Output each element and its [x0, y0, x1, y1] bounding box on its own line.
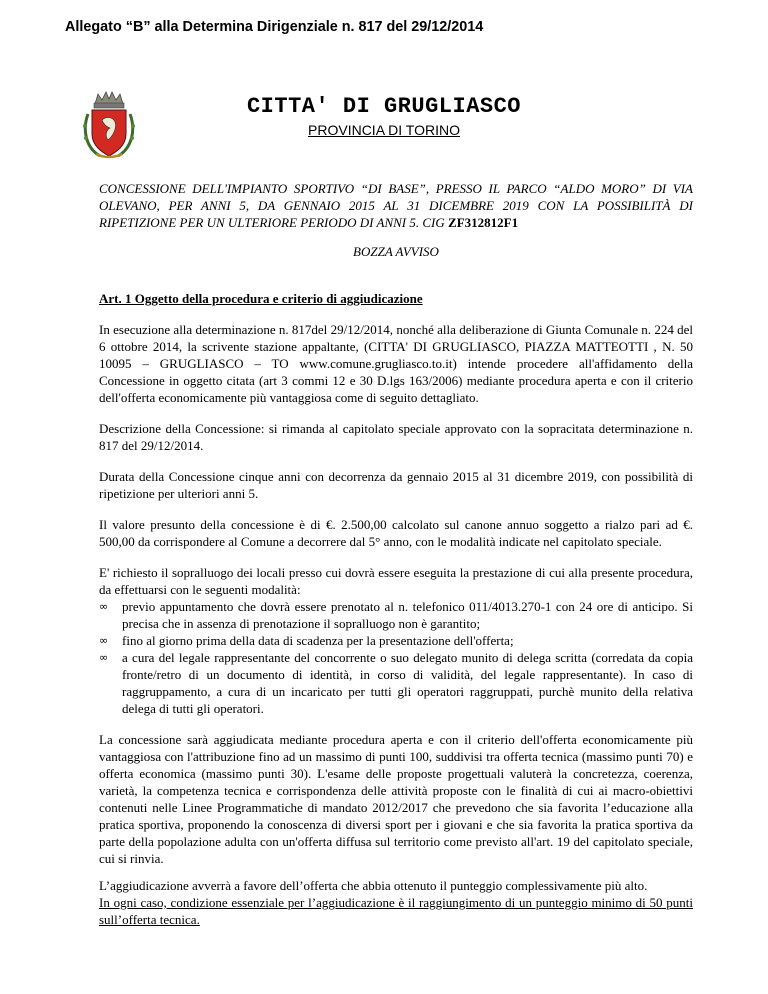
list-item-text: a cura del legale rappresentante del concorrente o suo delegato munito di delega scritta (corredata da copia fronte/retro di un documento di identità, in corso di validità, del legale rappresentante). In caso di raggruppamento, a cura di un incaricato per tutti gli operatori raggruppati, purchè munito della relativa delega di tutti gli operatori.	[122, 650, 693, 716]
city-name: CITTA' DI GRUGLIASCO	[246, 94, 522, 119]
inspection-list	[99, 598, 693, 717]
list-item-text: previo appuntamento che dovrà essere prenotato al n. telefonico 011/4013.270-1 con 24 ore di anticipo. Si precisa che in assenza di prenotazione il sopralluogo non è garantito;	[122, 599, 693, 631]
draft-title: BOZZA AVVISO	[353, 244, 439, 259]
paragraph-award: L’aggiudicazione avverrà a favore dell’offerta che abbia ottenuto il punteggio complessivamente più alto.	[99, 878, 648, 893]
infinity-bullet-icon: ∞	[99, 651, 109, 664]
paragraph-inspection: E' richiesto il sopralluogo dei locali presso cui dovrà essere eseguita la prestazione di cui alla presente procedura, da effettuarsi con le seguenti modalità:	[99, 565, 693, 597]
paragraph-award-criteria: La concessione sarà aggiudicata mediante procedura aperta e con il criterio dell'offerta economicamente più vantaggiosa con l'attribuzione fino ad un massimo di punti 100, suddivisi tra offerta tecnica (massimo punti 70) e offerta economica (massimo punti 30). L'esame delle proposte progettuali valuterà la concretezza, coerenza, varietà, la competenza tecnica e corrispondenza delle attività proposte con le finalità di cui ai macro-obiettivi contenuti nelle Linee Programmatiche di mandato 2012/2017 che prevedono che sia favorita l’educazione alla pratica sportiva, proponendo la conoscenza di diversi sport per i giovani e che sia favorita la pratica sportiva da parte della popolazione adulta con un'offerta diffusa sul territorio come previsto all'art. 19 del capitolato speciale, cui si rinvia.	[99, 732, 693, 866]
infinity-bullet-icon: ∞	[99, 600, 109, 613]
article-title: Art. 1 Oggetto della procedura e criterio di aggiudicazione	[99, 291, 423, 306]
object-text: CONCESSIONE DELL'IMPIANTO SPORTIVO “DI BASE”, PRESSO IL PARCO “ALDO MORO” DI VIA OLEVANO, PER ANNI 5, DA GENNAIO 2015 AL 31 DICEMBRE 2019 CON LA POSSIBILITÀ DI RIPETIZIONE PER UN ULTERIORE PERIODO DI ANNI 5. CIG	[99, 181, 693, 230]
list-item-text: fino al giorno prima della data di scadenza per la presentazione dell'offerta;	[122, 633, 514, 648]
paragraph-description: Descrizione della Concessione: si rimanda al capitolato speciale approvato con la sopracitata determinazione n. 817 del 29/12/2014.	[99, 421, 693, 453]
list-item	[99, 632, 693, 649]
infinity-bullet-icon: ∞	[99, 634, 109, 647]
paragraph-minimum-score: In ogni caso, condizione essenziale per l’aggiudicazione è il raggiungimento di un punteggio minimo di 50 punti sull’offerta tecnica.	[99, 895, 693, 927]
annex-header: Allegato “B” alla Determina Dirigenziale n. 817 del 29/12/2014	[65, 19, 484, 35]
concession-object	[99, 180, 693, 231]
paragraph-duration: Durata della Concessione cinque anni con decorrenza da gennaio 2015 al 31 dicembre 2019, con possibilità di ripetizione per ulteriori anni 5.	[99, 469, 693, 501]
paragraph-value: Il valore presunto della concessione è di €. 2.500,00 calcolato sul canone annuo soggetto a rialzo pari ad €. 500,00 da corrispondere al Comune a decorrere dal 5° anno, con le modalità indicate nel capitolato speciale.	[99, 517, 693, 549]
paragraph-execution: In esecuzione alla determinazione n. 817del 29/12/2014, nonché alla deliberazione di Giunta Comunale n. 224 del 6 ottobre 2014, la scrivente stazione appaltante, (CITTA' DI GRUGLIASCO, PIAZZA MATTEOTTI , N. 50 10095 – GRUGLIASCO – TO www.comune.grugliasco.to.it) intende procedere all'affidamento della Concessione in oggetto citata (art 3 commi 12 e 30 D.lgs 163/2006) mediante procedura aperta e con il criterio dell'offerta economicamente più vantaggiosa come di seguito dettagliato.	[99, 322, 693, 405]
list-item	[99, 649, 693, 717]
cig-code: ZF312812F1	[448, 215, 519, 230]
province-name: PROVINCIA DI TORINO	[308, 122, 460, 138]
document-body	[99, 180, 693, 928]
list-item	[99, 598, 693, 632]
